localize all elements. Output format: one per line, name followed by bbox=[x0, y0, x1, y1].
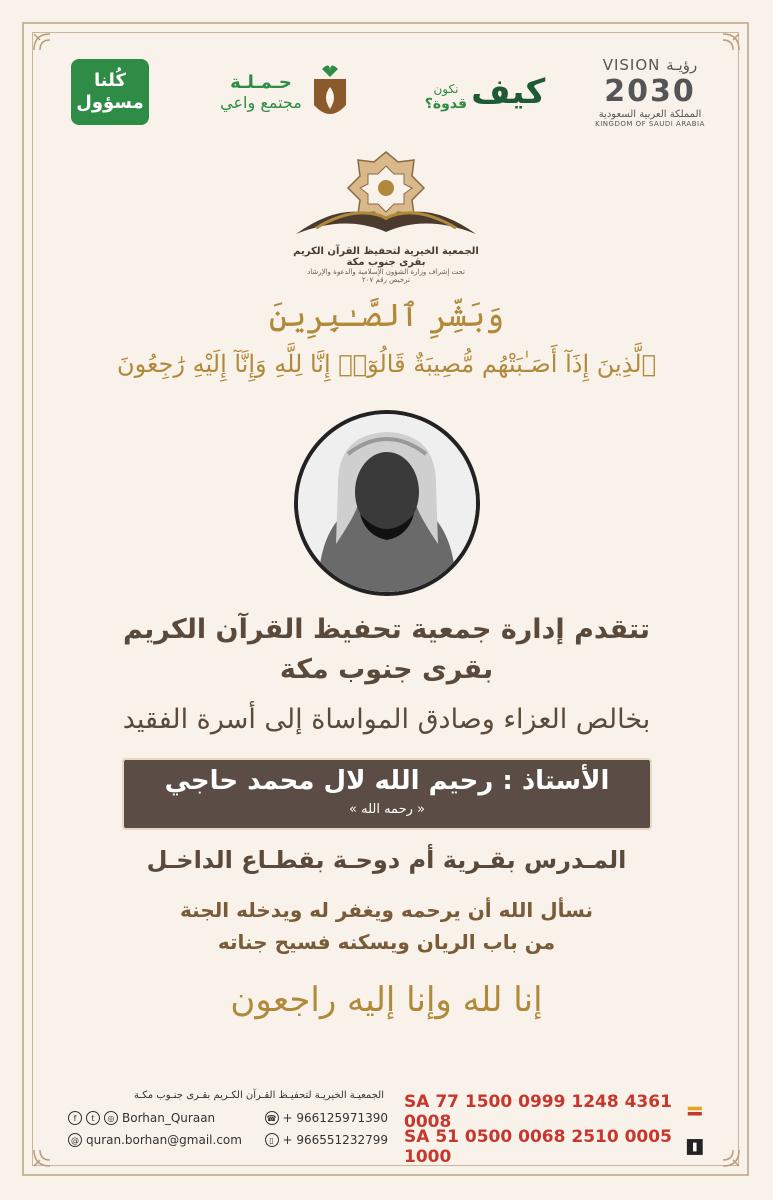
iban-row-2 bbox=[404, 1127, 704, 1167]
quran-verse-line2: ٱلَّذِينَ إِذَآ أَصَـٰبَتْهُم مُّصِيبَةٌ قَالُوٓا۟ إِنَّا لِلَّهِ وَإِنَّآ إِلَيْهِ رَٰجِعُونَ bbox=[116, 350, 656, 378]
deceased-name-box bbox=[122, 758, 652, 830]
contact-block bbox=[68, 1090, 388, 1151]
hamla-logo bbox=[200, 52, 370, 132]
phone1-text: + 966125971390 bbox=[282, 1111, 388, 1125]
hamla-line1: حـمـلـة bbox=[230, 72, 292, 93]
dua-line2: من باب الريان ويسكنه فسيح جناته bbox=[217, 930, 556, 954]
deceased-photo bbox=[294, 410, 480, 596]
dua-line1: نسأل الله أن يرحمه ويغفر له ويدخله الجنة bbox=[180, 898, 593, 922]
corner-ornament-icon bbox=[703, 1130, 743, 1170]
kulna-line1: كُلنا bbox=[94, 70, 126, 91]
facebook-icon: f bbox=[68, 1111, 82, 1125]
email-icon: @ bbox=[68, 1133, 82, 1147]
portrait-image bbox=[298, 414, 476, 592]
deceased-role: المـدرس بقـرية أم دوحـة بقطـاع الداخـل bbox=[146, 846, 627, 874]
social-handle-text: Borhan_Quraan bbox=[122, 1111, 216, 1125]
social-handle[interactable] bbox=[68, 1111, 215, 1125]
organization-license: ترخيص رقم ٢٠٧ bbox=[362, 276, 410, 284]
iban1-text[interactable]: SA 77 1500 0999 1248 4361 0008 bbox=[404, 1092, 672, 1132]
hamla-line2: مجتمع واعي bbox=[220, 93, 302, 112]
deceased-rahmah: « رحمه الله » bbox=[349, 802, 425, 817]
message-line3: بخالص العزاء وصادق المواساة إلى أسرة الفقيد bbox=[122, 704, 651, 735]
phone1[interactable] bbox=[265, 1111, 389, 1125]
twitter-icon: t bbox=[86, 1111, 100, 1125]
vision-2030-logo bbox=[580, 52, 720, 132]
corner-ornament-icon bbox=[30, 1130, 70, 1170]
quran-verse-line1: وَبَشِّرِ ٱلصَّـٰبِرِينَ bbox=[268, 296, 505, 334]
bank-logo-icon bbox=[686, 1102, 704, 1122]
quran-book-emblem-icon bbox=[286, 148, 486, 238]
email[interactable] bbox=[68, 1133, 242, 1147]
kulna-line2: مسؤول bbox=[76, 92, 144, 113]
vision-title: VISION رؤيـة bbox=[602, 56, 698, 74]
phone2-text: + 966551232799 bbox=[282, 1133, 388, 1147]
organization-logo bbox=[286, 148, 486, 288]
iban2-text[interactable]: SA 51 0500 0068 2510 0005 1000 bbox=[404, 1127, 672, 1167]
deceased-name: الأستاذ : رحيم الله لال محمد حاجي bbox=[164, 766, 610, 796]
organization-name: الجمعية الخيرية لتحفيظ القرآن الكريم بقرى جنوب مكة bbox=[293, 246, 479, 268]
kaif-nakoon-qudwa-logo bbox=[420, 52, 550, 132]
kaif-small2: قدوة؟ bbox=[424, 96, 468, 112]
mobile-icon: ▯ bbox=[265, 1133, 279, 1147]
kaif-word: كيف bbox=[471, 72, 546, 112]
kulna-masool-logo bbox=[70, 52, 150, 132]
iban-row-1 bbox=[404, 1092, 704, 1132]
vision-country-ar: المملكة العربية السعودية bbox=[598, 109, 702, 120]
email-text: quran.borhan@gmail.com bbox=[86, 1133, 242, 1147]
contact-org-name: الجمعيـة الخيريـة لتحفيـظ القـرآن الكـريم بقـرى جنـوب مكـة bbox=[133, 1090, 384, 1101]
partner-logos bbox=[60, 52, 710, 132]
organization-subtitle: تحت إشراف وزارة الشؤون الإسلامية والدعوة والإرشاد bbox=[307, 268, 465, 276]
kaif-small1: نكون bbox=[433, 82, 459, 96]
vision-country-en: KINGDOM OF SAUDI ARABIA bbox=[595, 120, 705, 128]
phone-icon: ☎ bbox=[265, 1111, 279, 1125]
bank-logo-icon bbox=[686, 1137, 704, 1157]
phone2[interactable] bbox=[265, 1133, 389, 1147]
message-line1: تتقدم إدارة جمعية تحفيظ القرآن الكريم bbox=[122, 614, 651, 645]
vision-year: 2030 bbox=[604, 74, 696, 109]
hamla-emblem-icon bbox=[310, 61, 350, 123]
message-line2: بقرى جنوب مكة bbox=[279, 654, 494, 685]
instagram-icon: ◎ bbox=[104, 1111, 118, 1125]
closing-calligraphy: إنا لله وإنا إليه راجعون bbox=[230, 980, 543, 1020]
